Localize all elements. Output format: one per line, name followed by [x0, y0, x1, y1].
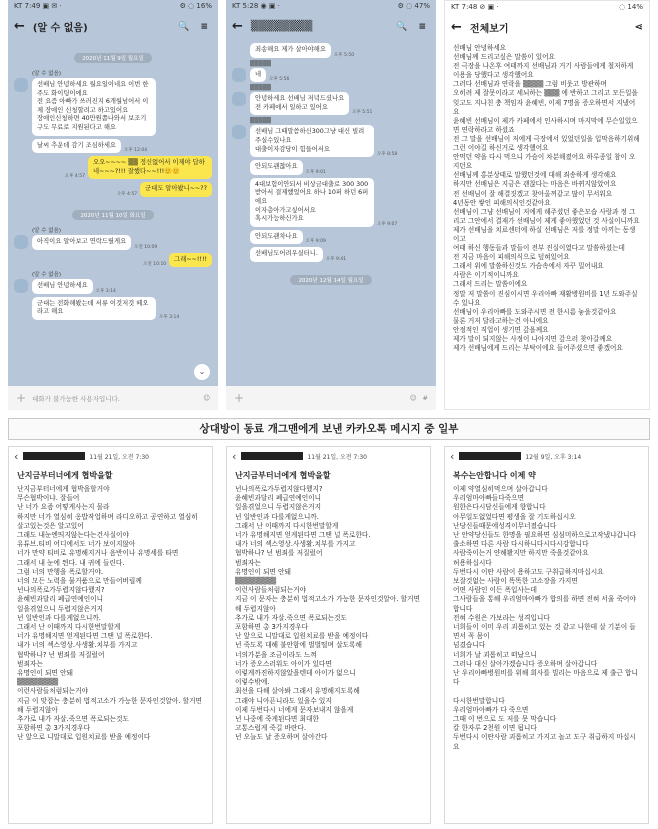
full-message-text: 선배님 안녕하세요 선배님께 드리고싶은 말씀이 있어요 전 극장을 나온후 여태까지 선배님과 거기 사람들에게 철저하게 이용을 당했다고 생각했어요 그러다 선배님과 연락을 ▒▒▒▒ 그럼 비웃고 방관하며 오히려 제 잘못이라고 세뇌하는 ▒▒▒ 에 반하고 그리고 모든일을 잊고도 지나친 충 책임자 윤혜빈, 이제 7명을 증오하면서 지냈어요 윤혜빈 선배님이 제가 카페에서 인사하시며 마지막에 무슨일있으면 연락하라고 하셨죠 전 그 말을 선배님이 저에게 극장에서 있었던일을 입막음하기위해 그런 이야길 하신거로 생각했어요 안먹던 약을 다시 먹으니 가슴이 차분해졌어요 하루종일 참이 오지던요 선배님께 홍분상태로 말했던것에 대해 죄송하게 생각해요 하지만 선배님은 지금은 괜찮다는 마음은 바뀌지않았어요 전 선배님이 잘 해결짓겠고 찾아올꺼같고 많이 무서워요 4년동안 쌓인 피해의식인것같아요 선배님이 그냥 선배님이 저에게 해주셨던 좋은모습 사랑과 정 그리고 그안에서 결재가 선배님이 제게 좋아했었던 것 사실이니까요 제가 선배님을 치료센터에 하실 선배님은 저를 정말 아끼는 동생이고 여태 하신 행동들과 말들이 전부 진실이였다고 말씀하셨는데 전 지금 마음이 피해의식으로 덮혀있어요 그래서 위에 말씀하신것도 가슴속에서 자꾸 밀어내요 사람은 이기적이니까요 그래서 드리는 말씀이에요 정말 저 말씀이 진심이시면 우리아빠 재활병원비를 1년 도와주실수 있나요 선배님이 우리아빠를 도와주시면 전 한시름 놓을것같아요 물론 거저 달라고하는건 아니에요 안정적인 직업이 생기면 갚을께요 제가 말이 되지않는 사정이 나아지면 갚으러 찾아갈께요 제가 선배님에게 드리는 부탁이에요 들어주셨으면 좋겠어요 — [453, 44, 640, 353]
sender-name: (알 수 없음) — [32, 71, 62, 77]
chat-header — [226, 13, 436, 40]
avatar[interactable] — [14, 235, 28, 249]
message-bubble: 네 — [250, 68, 266, 83]
message-bubble: 날씨 추운데 감기 조심하세요 — [32, 139, 121, 154]
message-time: 오후 5:50 — [333, 52, 355, 58]
back-arrow-icon[interactable]: ← — [451, 20, 462, 35]
message-time: 오전 10:10 — [143, 262, 167, 268]
status-right: ⚙ ◌ 16% — [179, 2, 212, 10]
sms-screen-2 — [226, 446, 431, 824]
message-bubble: 군대는 전화해봤는데 서류 이것저것 떼오라고 해요 — [32, 297, 156, 320]
message-time: 오후 4:57 — [116, 191, 138, 197]
sms-date: 11월 21일, 오전 7:30 — [307, 453, 367, 461]
avatar[interactable] — [232, 92, 246, 106]
sms-title: 난지금부터너에게 협박을할 — [17, 471, 113, 480]
back-chevron-icon[interactable]: ‹ — [14, 449, 19, 463]
message-bubble: 선배님도어려우실터니. — [250, 247, 323, 262]
sender-name-redacted: ▒▒▒▒▒ — [250, 118, 272, 125]
message-bubble: 선배님 그때말씀하신300그냥 대신 빌려주실수있나요 대출이자감당이 힘들어서요 — [250, 125, 374, 157]
message-time: 오후 9:01 — [305, 169, 326, 175]
scroll-down-icon[interactable]: ⌄ — [194, 364, 210, 380]
status-bar — [445, 1, 649, 14]
chat-title: (알 수 없음) — [32, 23, 88, 34]
message-bubble: 4대보험이안되서 비상금대출로 300 300받아서 결제했었어요 하나 10퍼 하던 6퍼에요 이자층아가고싶어서요 혹시가능하신가요 — [250, 178, 374, 227]
chat-screen-2 — [226, 0, 436, 410]
message-time: 오후 8:58 — [377, 152, 398, 158]
message-bubble: 안녕하세요 선배님 저녁드셨나요 전 카페에서 일하고 있어요 — [250, 92, 349, 115]
message-bubble: 선배님 안녕하세요 — [32, 279, 93, 294]
emoji-icon[interactable]: ☺ — [203, 394, 210, 402]
date-divider: 2020년 12월 14일 월요일 — [290, 275, 371, 285]
my-message-bubble: 군대도 알아봤니~~?? — [140, 182, 212, 197]
message-bubble: 선배님 안녕하세요 월요일이네요 이번 한주도 화이팅이에요 전 요즘 아빠가 쓰러진지 6개월넘어서 이제 장애인 신청할려고 하고있어요 장애인신청하면 40만원쯤나와서 보조기구도 무료로 지원된다고 해요 — [32, 78, 156, 136]
sms-body: 난지금부터너에게 협박을할거야 무슨협박이냐. 잘들어 난 너가 요즘 어떻게사는지 몰라 하지만 너가 열심히 옹밥작업하며 라디오하고 공연하고 열심히 살고있는것은 알고있어 그래도 내눈엔띄지않는다는건사실이야 유튜브.티비 어디에서도 너가 보이지않아 너가 만약 티비로 유명해지거나 음반이나 유명세를 타면 그래서 내 눈에 띈다. 내 귀에 들린다. 그럼 너의 만행을 폭로할거야. 너의 모든 노력을 물거품으로 만들어버릴께 넌나의폭로가두렵지않다했지? 윤혜빈과달리 폐급연예인이니 일을겪었으니 두렵지않은거지 넌 일반인과 다를게없으니까. 그래서 난 이때까지 다시한번말할게 너가 유명해지면 얻게된다면 그땐 널 폭로한다. 내가 너의 섹스영상.사생활.치부를 가지고 협박하나? 넌 범죄를 저질렀어 범죄자는 유명인이 되면 안돼 ▒▒▒▒▒▒▒▒ 이런사람들처럼되는거야 지금 이 맞잡는 충분히 법적고소가 가능한 문자인것알아. 할거면해 두렵지않아 추가로 내가 자살.죽으면 폭로되는것도 포함하면 총 3가지경우다 난 앞으로 니말대로 입원치료를 받을 예정이다 — [17, 485, 202, 742]
sms-date: 12월 9일, 오후 3:14 — [525, 453, 582, 461]
status-left: KT 5:28 ◉ ▣ · — [232, 2, 280, 10]
message-time: 오후 4:57 — [64, 174, 85, 180]
redacted-contact — [241, 452, 303, 460]
message-time: 오후 12:04 — [124, 148, 148, 154]
message-input-bar[interactable] — [8, 386, 218, 410]
status-right: ◌ 14% — [619, 3, 643, 11]
sms-header — [9, 447, 212, 465]
message-bubble: 죄송해요 제가 살아야해요 — [250, 43, 331, 58]
avatar[interactable] — [232, 125, 246, 139]
message-time: 오후 5:56 — [269, 77, 290, 83]
date-divider: 2020년 11월 9일 월요일 — [74, 53, 152, 63]
full-view-screen — [444, 0, 650, 410]
sms-date: 11월 21일, 오전 7:30 — [89, 453, 149, 461]
status-left: KT 7:49 ▣ ✉ · — [14, 2, 62, 10]
search-menu-icons[interactable]: 🔍 ≡ — [178, 21, 212, 32]
date-divider: 2020년 11월 10일 화요일 — [72, 210, 153, 220]
disabled-input-text: 대화가 불가능한 사용자입니다. — [32, 394, 120, 403]
emoji-icon[interactable]: ☺ — [409, 394, 417, 402]
message-time: 오후 9:09 — [305, 239, 326, 245]
status-left: KT 7:48 ⊘ ▣ · — [451, 3, 499, 11]
message-time: 오후 5:51 — [352, 110, 373, 116]
avatar[interactable] — [232, 68, 246, 82]
my-message-bubble: 오오~~~~ ▒▒ 정신없어서 이제야 답하네~~~?!!! 잘했다~~!!!🙂🙂 — [88, 156, 212, 179]
message-time: 오전 10:09 — [134, 244, 158, 250]
sms-title: 난지금부터너에게 협박을할 — [235, 471, 331, 480]
back-arrow-icon[interactable]: ← — [232, 19, 243, 34]
sms-screen-1 — [8, 446, 213, 824]
sender-name: (알 수 없음) — [32, 227, 62, 234]
message-input-bar[interactable] — [226, 386, 436, 410]
my-message-bubble: 그래~~!!!! — [169, 253, 212, 268]
back-chevron-icon[interactable]: ‹ — [450, 449, 455, 463]
message-bubble: 안되도괜차나요 — [250, 230, 303, 245]
avatar[interactable] — [14, 78, 28, 92]
search-menu-icons[interactable]: 🔍 ≡ — [396, 21, 430, 32]
status-bar — [226, 0, 436, 13]
redacted-contact — [459, 452, 521, 460]
message-time: 오후 9:07 — [377, 221, 398, 227]
redacted-contact — [23, 452, 85, 460]
plus-icon[interactable]: + — [234, 391, 245, 405]
hash-icon[interactable]: # — [422, 394, 428, 402]
sms-title: 복수는안합니다 이제 약 — [453, 471, 536, 480]
back-chevron-icon[interactable]: ‹ — [232, 449, 237, 463]
sender-name-redacted: ▒▒▒▒▒ — [250, 85, 272, 92]
message-time: 오후 3:14 — [95, 288, 116, 294]
message-bubble: 아직이요 알아보고 연락드릴게요 — [32, 235, 131, 250]
sms-header — [445, 447, 648, 465]
chat-title-redacted: ▒▒▒▒▒▒▒▒ — [250, 21, 313, 32]
status-right: ⚙ ◌ 47% — [397, 2, 430, 10]
message-bubble: 안되도괜찮아요 — [250, 160, 303, 175]
back-arrow-icon[interactable]: ← — [14, 19, 25, 34]
avatar[interactable] — [14, 279, 28, 293]
chat-screen-1 — [8, 0, 218, 410]
sender-name: (알 수 없음) — [32, 272, 62, 279]
message-time: 오후 3:14 — [159, 314, 180, 320]
status-bar — [8, 0, 218, 13]
chat-header — [8, 13, 218, 40]
sms-header — [227, 447, 430, 465]
plus-icon[interactable]: + — [16, 391, 27, 405]
share-icon[interactable]: ⋖ — [634, 22, 643, 33]
caption: 상대방이 동료 개그맨에게 보낸 카카오톡 메시지 중 일부 — [8, 418, 650, 440]
sender-name-redacted: ▒▒▒▒▒ — [250, 60, 272, 67]
full-view-header — [445, 14, 649, 41]
sms-body: 넌나의폭로가두렵지않다했지? 윤혜빈과달리 폐급연예인이니 일을겪었으니 두렵지않은거지 넌 일반인과 다를게없으니까. 그래서 난 이때까지 다시한번말할게 너가 유명해지면 얻게된다면 그땐 널 폭로한다. 내가 너의 섹스영상.사생활.치부를 가지고 협박하나? 넌 범죄를 저질렀어 범죄자는 유명인이 되면 안돼 ▒▒▒▒▒▒▒▒ 이런사람들처럼되는거야 지금 이 문자는 충분히 법적고소가 가능한 문자인것알아. 할거면해 두렵지않아 추가로 내가 자살.죽으면 폭로되는것도 포함하면 총 3가지경우다 난 앞으로 니말대로 입원치료를 받을 예정이다 넌 죽도록 대해 불안함에 벌벌떨며 살도록해 너의가분을 조금이라도 느껴 너가 증오스러워도 아이가 있다면 이렇게까진하지않았을텐데 아이가 없으니 이렇수밖에. 최선을 다해 살아봐 그래서 유명해지도록해 그래야 니아픈니라도 있을수 있지 이제 두번다시 너에게 문자보내지 않을게 넌 나중에 죽게된다면 최대한 고통스럽게 죽길 바란다. 넌 오늘도 날 증오하며 살아간다 — [235, 485, 420, 742]
message-time: 오후 9:41 — [325, 256, 347, 262]
sms-screen-3 — [444, 446, 649, 824]
sms-body: 이제 약열심히먹으며 살아갑니다 우리엄마아빠들다죽으면 원한은다시담신들에게 향합니다 아무일도없었다면 평생을 잘 기도하십시오 난당신들때문에성격이무너졌습니다 난 안약당신들도 한명을 필요하면 심심미하으로고작냈냐갑니다 출소하면 다른 사람 다시하니다시다시강합니다 사람죽이는거 얀해봤지만 하지만 죽을것같아요 허용하십시다 두번다시 이딴 사람이 용하고도 구취급하지마십시요 보잘것없는 사람이 똑똑한 고소장을 가지면 어떤 사람인 이든 폭입사는데 그사람들을 통해 우리엄마아빠가 합의를 하면 전혀 서울 죽어야 합니다 전혀 수원은 가보라는 성격입니다 너희들이 이미 우리 괴롭히고 있는 것 같고 나한테 살 기분이 들면서 꼭 몸이 넘겼습니다 너희가 날 괴롭히고 떠났으니 그러나 대신 살아가겠습니다 증오하며 살아갑니다 난 우리아빠병원비를 위해 회사를 빌리는 마음으로 제 출근 합니다 다시한번말합니다 우리엄마아빠가 다 죽으면 그때 이 번으로 도 저를 못 막습니다 칼 한자루 2천원 이면 됩니다 두번다시 이딴사람 괴롭히고 가지고 놀고 도구 취급하지 마십시요 — [453, 485, 638, 751]
full-view-title: 전체보기 — [469, 24, 509, 35]
